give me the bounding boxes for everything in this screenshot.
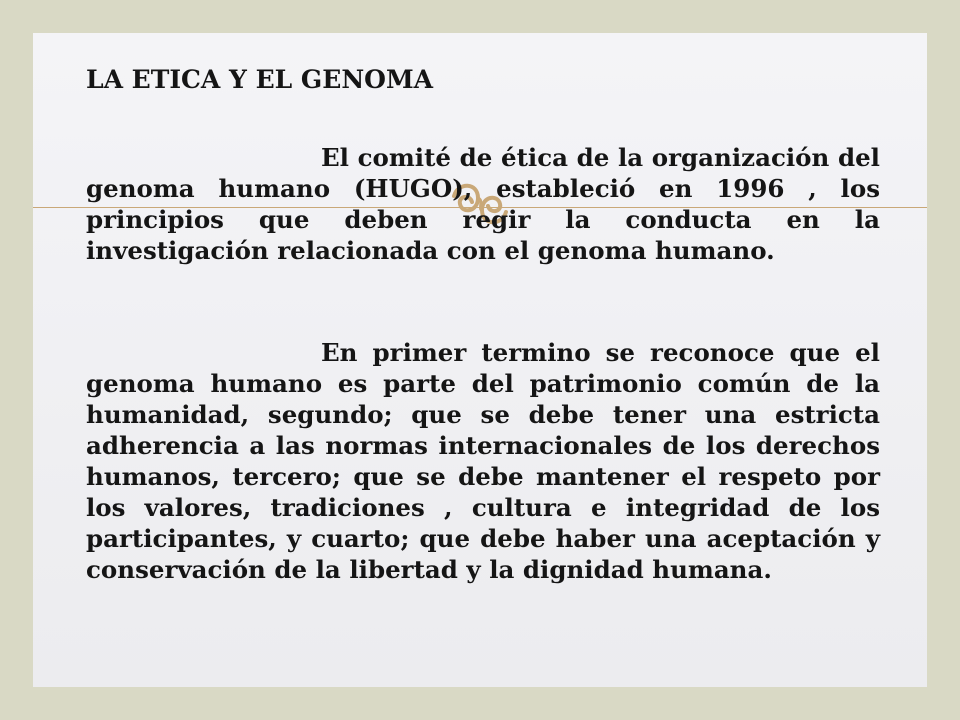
slide-title: LA ETICA Y EL GENOMA (86, 65, 434, 94)
paragraph-hugo-principles: El comité de ética de la organización del genoma humano (HUGO), estableció en 1996 , los principios que deben regir la conducta en la investigación relacionada con el genoma humano. (86, 143, 880, 265)
paragraph-genome-principles: En primer termino se reconoce que el genoma humano es parte del patrimonio común de la humanidad, segundo; que se debe tener una estricta adherencia a las normas internacionales de los derechos humanos, tercero; que se debe mantener el respeto por los valores, tradiciones , cultura e integridad de los participantes, y cuarto; que debe haber una aceptación y conservación de la libertad y la dignidad humana. (86, 338, 880, 584)
